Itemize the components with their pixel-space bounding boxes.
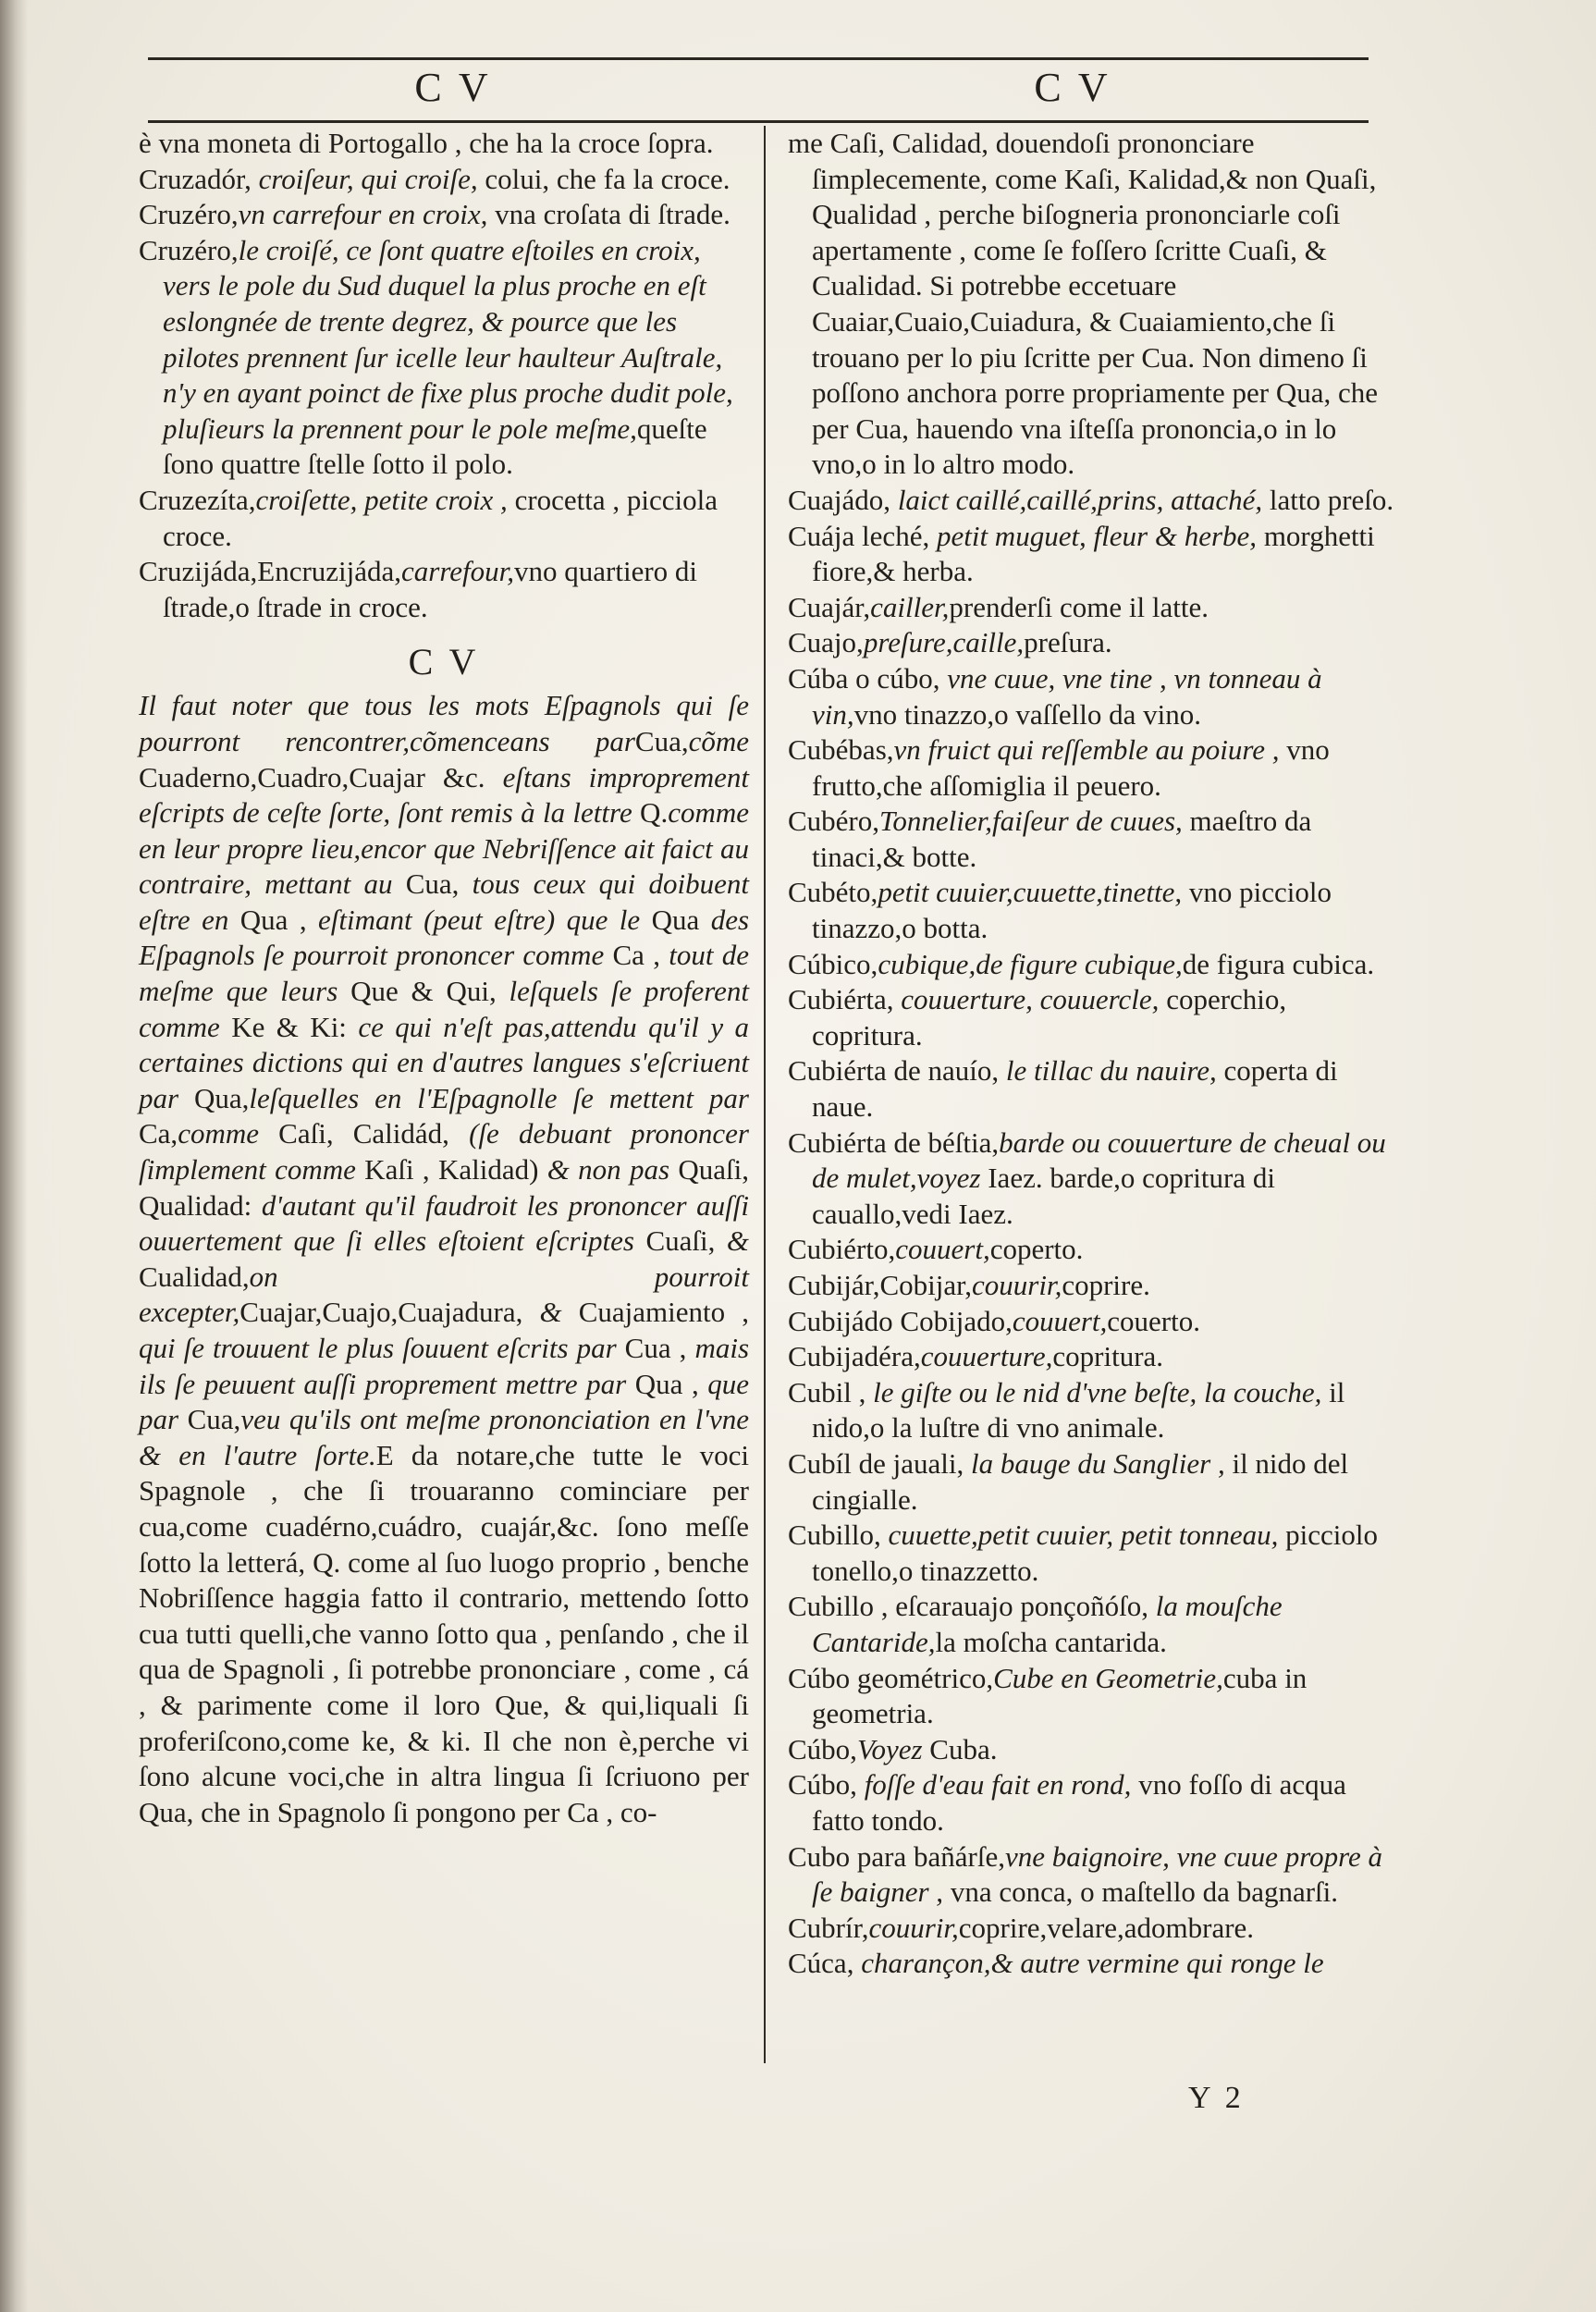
- dictionary-entry: [788, 590, 1398, 626]
- entry-headword: Cubillo,: [788, 1519, 881, 1552]
- entry-french: vn carrefour en croix,: [238, 198, 488, 231]
- note-fr: qui ſe trouuent le plus ſouuent eſcrits par: [139, 1332, 617, 1364]
- note-fr: eſtans improprement eſcripts de ceſte ſorte, ſont remis à la lettre: [139, 760, 749, 830]
- note-fr: (ſe debuant prononcer ſimplement comme: [139, 1117, 749, 1187]
- entry-headword: Cúbico,: [788, 947, 878, 980]
- entry-italian: il nido,o la luſtre di vno animale.: [812, 1375, 1345, 1445]
- entry-french: carrefour,: [401, 555, 515, 588]
- entry-headword: Cruzadór,: [139, 162, 252, 195]
- entry-italian: latto preſo.: [1262, 483, 1394, 516]
- note-fr: des Eſpagnols ſe pourroit prononcer comme: [139, 903, 750, 972]
- entry-italian: me Caſi, Calidad, douendoſi prononciare ſimplecemente, come Kaſi, Kalidad,& non Quaſi, Qualidad , perche biſogneria prononciarle coſi apertamente , come ſe foſſero ſcritte Cuaſi, & Cualidad. Si potrebbe eccetuare Cuaiar,Cuaio,Cuiadura, & Cuaiamiento,che ſi trouano per lo piu ſcritte per Cua. Non dimeno ſi poſſono anchora porre propriamente per Qua, che per Cua, hauendo vna iſteſſa prononcia,o in lo vno,o in lo altro modo.: [788, 127, 1378, 481]
- entry-italian: è vna moneta di Portogallo , che ha la croce ſopra.: [139, 127, 714, 159]
- note-it: Cua,: [392, 867, 473, 901]
- dictionary-entry: [788, 1767, 1398, 1839]
- entry-french: barde ou couuerture de cheual ou de mulet,voyez: [812, 1125, 1386, 1195]
- note-it: Cuaderno,Cuadro,Cuajar &c.: [139, 760, 503, 793]
- dictionary-entry: [788, 126, 1398, 483]
- entry-italian: vno quartiero di ſtrade,o ſtrade in croce.: [163, 555, 698, 623]
- entry-headword: Cubéro,: [788, 805, 880, 838]
- right-entries: [788, 126, 1398, 1982]
- entry-headword: Cubillo , eſcarauajo ponçoñóſo,: [788, 1590, 1148, 1623]
- page-gutter-shadow: [0, 0, 28, 2312]
- entry-italian: la moſcha cantarida.: [935, 1625, 1167, 1658]
- entry-italian: vno tinazzo,o vaſſello da vino.: [853, 697, 1201, 731]
- note-it: Qua ,: [228, 903, 319, 936]
- dictionary-entry: [788, 1304, 1398, 1340]
- entry-headword: Cubiérta,: [788, 983, 894, 1016]
- dictionary-entry: [139, 483, 749, 554]
- dictionary-entry: [788, 1946, 1398, 1982]
- entry-italian: il nido del cingialle.: [812, 1446, 1349, 1516]
- entry-headword: Cuája leché,: [788, 519, 930, 552]
- note-it: Ca,: [139, 1117, 178, 1150]
- note-it: Cualidad,: [139, 1260, 250, 1293]
- entry-italian: coprire.: [1062, 1269, 1150, 1301]
- note-it: Quaſi, Qualidad:: [139, 1153, 749, 1222]
- note-fr: tous ceux qui doibuent eſtre en: [139, 867, 749, 936]
- note-it: Qua: [640, 903, 711, 936]
- section-title: C V: [408, 641, 480, 683]
- entry-italian: cuba in geometria.: [812, 1661, 1307, 1730]
- note-fr: on pourroit excepter,: [139, 1260, 749, 1329]
- note-fr: leſquels ſe proferent comme: [139, 975, 749, 1043]
- entry-italian: vno frutto,che aſſomiglia il peuero.: [812, 733, 1330, 802]
- dictionary-entry: [788, 1446, 1398, 1518]
- entry-french: le croiſé, ce ſont quatre eſtoiles en croix, vers le pole du Sud duquel la plus proche en eſt eslongnée de trente degrez, & pource que les pilotes prennent ſur icelle leur haulteur Auſtrale, n'y en ayant poinct de fixe plus proche dudit pole, pluſieurs la prennent pour le pole meſme,: [163, 233, 733, 445]
- entry-italian: vno picciolo tinazzo,o botta.: [812, 876, 1332, 945]
- signature-mark: Y 2: [1188, 2081, 1245, 2115]
- entry-headword: Cuajo,: [788, 626, 864, 659]
- note-it: Cua ,: [616, 1332, 695, 1364]
- entry-italian: preſura.: [1024, 626, 1112, 659]
- entry-italian: vna croſata di ſtrade.: [487, 198, 730, 231]
- dictionary-entry: [788, 1232, 1398, 1268]
- note-fr: d'autant qu'il faudroit les prononcer auſſi ouuertement que ſi elles eſtoient eſcriptes: [139, 1188, 750, 1258]
- note-it: Caſi, Calidád,: [258, 1117, 470, 1150]
- entry-headword: Cúbo,: [788, 1768, 857, 1802]
- note-fr: comme: [178, 1117, 259, 1150]
- note-fr: &: [539, 1296, 562, 1329]
- note-it: Cuaſi,: [633, 1224, 727, 1258]
- entry-italian: vno foſſo di acqua fatto tondo.: [812, 1768, 1346, 1837]
- entry-headword: Cúba o cúbo,: [788, 661, 940, 695]
- dictionary-entry: [788, 1268, 1398, 1304]
- entry-french: vn fruict qui reſſemble au poiure ,: [893, 733, 1280, 767]
- note-it: Cuajar,Cuajo,Cuajadura,: [239, 1296, 540, 1329]
- entry-headword: Cubijádo Cobijado,: [788, 1304, 1013, 1337]
- dictionary-entry: [788, 1053, 1398, 1125]
- entry-italian: morghetti fiore,& herba.: [812, 519, 1375, 588]
- note-it: Que & Qui,: [338, 975, 509, 1008]
- entry-headword: Cubiérta de béſtia,: [788, 1125, 1000, 1159]
- left-column: [139, 126, 749, 1830]
- running-head-right: C V: [1034, 65, 1111, 110]
- entry-french: couurir,: [972, 1269, 1062, 1301]
- note-fr: & non pas: [546, 1153, 670, 1187]
- entry-headword: Cubrír,: [788, 1911, 869, 1944]
- header-rule-bottom: [148, 120, 1369, 123]
- dictionary-entry: [788, 1732, 1398, 1768]
- note-it: Ca ,: [604, 939, 669, 972]
- entry-french: cuuette,petit cuuier, petit tonneau,: [880, 1519, 1279, 1552]
- dictionary-entry: [139, 554, 749, 625]
- entry-headword: Cubil ,: [788, 1375, 866, 1408]
- entry-french: vne baignoire, vne cuue propre à ſe baigner ,: [812, 1839, 1383, 1909]
- entry-french: croiſeur, qui croiſe,: [251, 162, 478, 195]
- entry-italian: couerto.: [1107, 1304, 1200, 1337]
- section-note: [139, 688, 749, 1830]
- dictionary-entry: [788, 1839, 1398, 1911]
- dictionary-entry: [139, 197, 749, 233]
- entry-italian: picciolo tonello,o tinazzetto.: [812, 1519, 1378, 1587]
- entry-headword: Cúbo geométrico,: [788, 1661, 994, 1694]
- note-it: Qua ,: [626, 1367, 708, 1400]
- note-fr: &: [726, 1224, 749, 1258]
- dictionary-entry: [788, 804, 1398, 875]
- entry-italian: Iaez. barde,o copritura di cauallo,vedi Iaez.: [812, 1162, 1275, 1230]
- dictionary-entry: [139, 126, 749, 162]
- entry-italian: coprire,velare,adombrare.: [958, 1911, 1255, 1944]
- note-fr: comme en leur propre lieu,encor que Nebriſſence ait faict au contraire, mettant au: [139, 796, 749, 901]
- dictionary-entry: [788, 947, 1398, 983]
- entry-headword: Cúbo,: [788, 1732, 857, 1765]
- note-fr: leſquelles en l'Eſpagnolle ſe mettent par: [249, 1081, 749, 1114]
- entry-italian: maeſtro da tinaci,& botte.: [812, 805, 1312, 873]
- entry-headword: Cubo para bañárſe,: [788, 1839, 1005, 1873]
- entry-french: croiſette, petite croix ,: [255, 483, 508, 516]
- dictionary-entry: [788, 1911, 1398, 1947]
- entry-french: couuert,: [895, 1233, 990, 1266]
- entry-headword: Cruzezíta,: [139, 483, 256, 516]
- dictionary-entry: [788, 875, 1398, 946]
- entry-french: le tillac du nauire,: [999, 1054, 1217, 1088]
- entry-french: petit cuuier,cuuette,tinette,: [878, 876, 1183, 909]
- entry-italian: Cuba.: [922, 1732, 998, 1765]
- note-it: Q.: [632, 796, 669, 830]
- note-it: Cua,: [634, 724, 689, 757]
- dictionary-entry: [139, 233, 749, 483]
- entry-french: couurir,: [868, 1911, 959, 1944]
- entry-french: charançon,& autre vermine qui ronge le: [853, 1947, 1324, 1980]
- entry-french: Voyez: [856, 1732, 923, 1765]
- entry-headword: Cubéto,: [788, 876, 878, 909]
- note-fr: cõme: [688, 724, 749, 757]
- entry-french: preſure,caille,: [863, 626, 1025, 659]
- note-fr: Il faut noter que tous les mots Eſpagnols qui ſe pourront rencontrer,cõmenceans par: [139, 689, 749, 757]
- entry-italian: queſte ſono quattre ſtelle ſotto il polo.: [163, 412, 707, 481]
- entry-italian: crocetta , picciola croce.: [163, 483, 718, 552]
- entry-french: couuert,: [1012, 1304, 1108, 1337]
- entry-french: Tonnelier,faiſeur de cuues,: [879, 805, 1183, 838]
- entry-italian: coperta di naue.: [812, 1054, 1338, 1124]
- entry-italian: colui, che fa la croce.: [477, 162, 730, 195]
- entry-french: couuerture, couuercle,: [893, 983, 1160, 1016]
- dictionary-entry: [788, 483, 1398, 519]
- entry-headword: Cubiérto,: [788, 1233, 896, 1266]
- dictionary-entry: [788, 1339, 1398, 1375]
- note-it: E da notare,che tutte le voci Spagnole , che ſi trouaranno cominciare per cua,come cuadérno,cuádro, cuajár,&c. ſono meſſe ſotto la letterá, Q. come al ſuo luogo proprio , benche Nobriſſence haggia fatto il contrario, mettendo ſotto cua tutti quelli,che vanno ſotto qua , penſando , che il qua de Spagnoli , ſi potrebbe prononciare , come , cá , & parimente come il loro Que, & qui,liquali ſi proferiſcono,come ke, & ki. Il che non è,perche vi ſono alcune voci,che in altra lingua ſi ſcriuono per Qua, che in Spagnolo ſi pongono per Ca , co-: [139, 1438, 749, 1828]
- entry-headword: Cuajádo,: [788, 483, 891, 516]
- note-fr: tout de meſme que leurs: [139, 939, 749, 1008]
- entry-headword: Cubijadéra,: [788, 1340, 921, 1373]
- dictionary-entry: [788, 732, 1398, 804]
- note-it: Cuajamiento ,: [561, 1296, 749, 1329]
- entry-french: cailler,: [870, 590, 950, 623]
- entry-headword: Cubíl de jauali,: [788, 1446, 964, 1480]
- column-divider: [764, 126, 766, 2063]
- entry-french: laict caillé,caillé,prins, attaché,: [890, 483, 1263, 516]
- entry-french: vne cuue, vne tine , vn tonneau à vin,: [812, 661, 1322, 731]
- dictionary-entry: [788, 1589, 1398, 1660]
- note-fr: veu qu'ils ont meſme prononciation en l'vne & en l'autre ſorte.: [139, 1403, 750, 1471]
- note-it: Qua,: [178, 1081, 250, 1114]
- right-column: [788, 126, 1398, 1982]
- entry-french: Cube en Geometrie,: [993, 1661, 1223, 1694]
- dictionary-entry: [788, 1661, 1398, 1732]
- entry-french: cubique,de figure cubique,: [878, 947, 1183, 980]
- entry-italian: coperchio, copritura.: [812, 983, 1287, 1051]
- running-head-left: C V: [414, 65, 492, 110]
- entry-italian: de figura cubica.: [1182, 947, 1375, 980]
- dictionary-entry: [788, 661, 1398, 732]
- note-it: Cua,: [178, 1403, 241, 1436]
- entry-headword: Cruzijáda,Encruzijáda,: [139, 555, 402, 588]
- note-fr: mais ils ſe peuuent auſſi proprement mettre par: [139, 1332, 750, 1400]
- entry-french: couuerture,: [920, 1340, 1053, 1373]
- entry-french: la mouſche Cantaride,: [812, 1590, 1283, 1658]
- note-fr: ce qui n'eſt pas,attendu qu'il y a certaines dictions qui en d'autres langues s'eſcriuent par: [139, 1010, 749, 1114]
- entry-italian: coperto.: [989, 1233, 1084, 1266]
- entry-french: la bauge du Sanglier ,: [964, 1446, 1225, 1480]
- entry-headword: Cubijár,Cobijar,: [788, 1269, 972, 1301]
- entry-headword: Cúca,: [788, 1947, 854, 1980]
- entry-headword: Cruzéro,: [139, 233, 239, 266]
- entry-headword: Cubébas,: [788, 733, 894, 767]
- note-it: Ke & Ki:: [219, 1010, 359, 1043]
- left-entries: [139, 126, 749, 625]
- entry-headword: Cuajár,: [788, 590, 871, 623]
- entry-french: le giſte ou le nid d'vne beſte, la couche,: [866, 1375, 1322, 1408]
- entry-french: petit muguet, fleur & herbe,: [929, 519, 1258, 552]
- entry-italian: copritura.: [1052, 1340, 1164, 1373]
- note-it: Kaſi , Kalidad): [355, 1153, 547, 1187]
- dictionary-entry: [788, 1518, 1398, 1589]
- dictionary-entry: [788, 982, 1398, 1053]
- dictionary-entry: [788, 1375, 1398, 1446]
- note-fr: eſtimant (peut eſtre) que le: [318, 903, 641, 936]
- dictionary-entry: [788, 519, 1398, 590]
- entry-french: foſſe d'eau fait en rond,: [856, 1768, 1132, 1802]
- note-fr: que par: [139, 1367, 749, 1436]
- entry-italian: vna conca, o maſtello da bagnarſi.: [943, 1875, 1339, 1909]
- entry-headword: Cubiérta de nauío,: [788, 1054, 1000, 1088]
- entry-headword: Cruzéro,: [139, 198, 239, 231]
- entry-italian: prenderſi come il latte.: [949, 590, 1209, 623]
- dictionary-entry: [788, 1125, 1398, 1233]
- dictionary-entry: [788, 625, 1398, 661]
- dictionary-entry: [139, 162, 749, 198]
